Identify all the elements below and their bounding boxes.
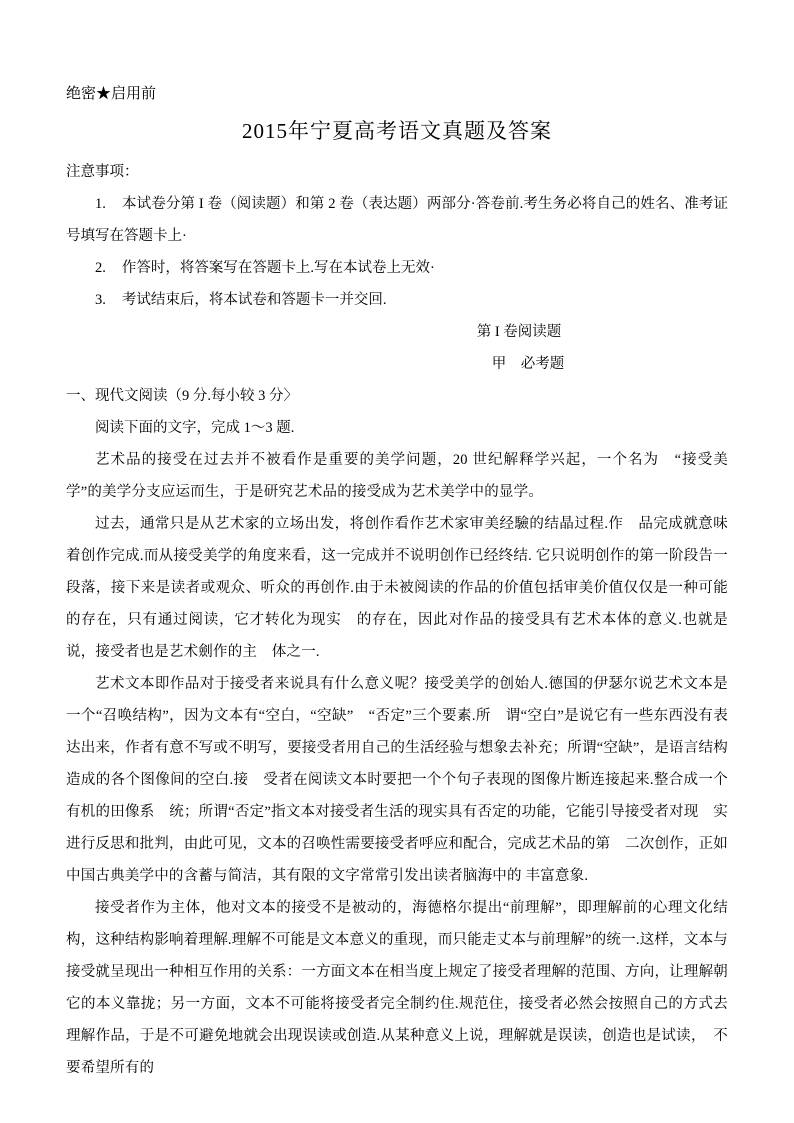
notice-item-3-text: 考试结束后，将本试卷和答题卡一并交回. <box>121 292 387 308</box>
notice-item-3 <box>66 284 728 316</box>
notice-item-3-number: 3. <box>95 292 106 308</box>
part-header: 甲 必考题 <box>491 356 565 372</box>
security-label: 绝密★启用前 <box>66 86 157 102</box>
passage-paragraph-2: 过去，通常只是从艺术家的立场出发，将创作看作艺术家审美经驗的结晶过程.作 品完成就意味着创作完成.而从接受美学的角度来看，这一完成并不说明创作已经终结. 它只说明创作的第一阶段告一段落，接下来是读者或观众、听众的再创作.由于未被阅读的作品的价值包括审美价值仅仅是一种可能的存在，只有通过阅读，它才转化为现实 的存在，因此对作品的接受具有艺术本体的意义.也就是说，接受者也是艺术劍作的主 体之一. <box>66 516 728 660</box>
passage-paragraph-1: 艺术品的接受在过去并不被看作是重要的美学问题，20 世纪解释学兴起，一个名为 “接受美学”的美学分支应运而生，于是研究艺术品的接受成为艺术美学中的显学。 <box>66 452 728 500</box>
notice-item-2-text: 作答时，将答案写在答题卡上.写在本试卷上无效· <box>121 260 435 276</box>
notice-item-1 <box>66 188 728 252</box>
notice-heading: 注意事项： <box>66 164 139 180</box>
notice-item-1-text: 本试卷分第 I 卷（阅读题）和第 2 卷（表达题）两部分·答卷前.考生务必将自己的姓名、准考证号填写在答题卡上· <box>66 196 728 244</box>
passage-paragraph-4: 接受者作为主体，他对文本的接受不是被动的，海德格尔提出“前理解”，即理解前的心理文化结构，这种结构影响着理解.理解不可能是文本意义的重现，而只能走丈本与前理解”的统一.这样，文本与接受就呈现出一种相互作用的关系：一方面文本在相当度上规定了接受者理解的范围、方向，让理解朝它的本义靠拢；另一方面，文本不可能将接受者完全制约住.规范住，接受者必然会按照自己的方式去理解作品，于是不可避免地就会出现误读或创造.从某种意义上说，理解就是误读，创造也是试读， 不要希望所有的 <box>66 900 728 1076</box>
reading-instruction: 阅读下面的文字，完成 1～3 题. <box>95 420 295 436</box>
page-title: 2015年宁夏高考语文真题及答案 <box>242 119 552 143</box>
volume-header: 第 I 卷阅读题 <box>476 324 562 340</box>
notice-item-2 <box>66 252 728 284</box>
passage-paragraph-3: 艺术文本即作品对于接受者来说具有什么意义呢？接受美学的创始人.德国的伊瑟尔说艺术文本是一个“召唤结构”，因为文本有“空白，“空缺” “否定”三个要素.所 谓“空白”是说它有一些东西没有表达出来，作者有意不写或不明写，要接受者用自己的生活经验与想象去补充；所谓“空缺”，是语言结构造成的各个图像间的空白.接 受者在阅读文本时要把一个个句子表现的图像片断连接起来.整合成一个有机的田像系 统；所谓“否定”指文本对接受者生活的现实具有否定的功能，它能引导接受者对现 实进行反思和批判，由此可见，文本的召唤性需要接受者呼应和配合，完成艺术品的第 二次创作，正如中国古典美学中的含蓄与简洁，其有限的文字常常引发出读者脑海中的 丰富意象. <box>66 676 728 884</box>
question-section-heading: 一、现代文阅读（9 分.每小较 3 分〉 <box>66 388 298 404</box>
notice-item-1-number: 1. <box>95 196 106 212</box>
notice-item-2-number: 2. <box>95 260 106 276</box>
